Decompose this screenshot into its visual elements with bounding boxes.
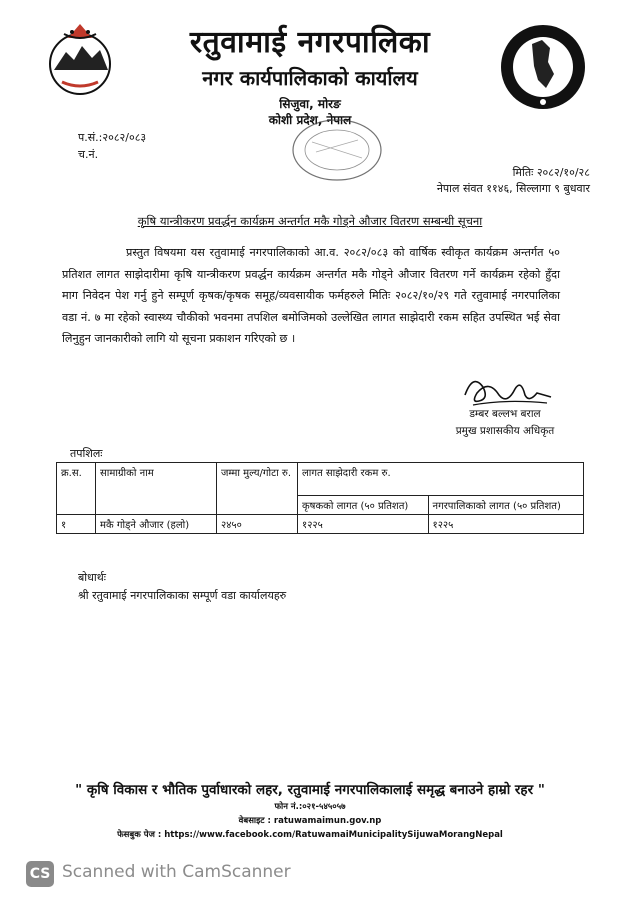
- signatory-title: प्रमुख प्रशासकीय अधिकृत: [455, 425, 555, 437]
- nepal-emblem-logo: [40, 20, 120, 100]
- camscanner-watermark: Scanned with CamScanner: [62, 862, 291, 882]
- row-serial: १: [57, 515, 96, 534]
- header-farmer-share: कृषकको लागत (५० प्रतिशत): [298, 496, 429, 515]
- office-name: नगर कार्यपालिकाको कार्यालय: [202, 66, 418, 90]
- cc-label: बोधार्थः: [78, 571, 106, 584]
- address-line-2: कोशी प्रदेश, नेपाल: [268, 113, 352, 127]
- header-municipality-share: नगरपालिकाको लागत (५० प्रतिशत): [428, 496, 583, 515]
- header-total: जम्मा मुल्य/गोटा रु.: [217, 463, 298, 515]
- cc-recipient: श्री रतुवामाई नगरपालिकाका सम्पूर्ण वडा कार्यालयहरु: [78, 589, 287, 602]
- header-cost-share: लागत साझेदारी रकम रु.: [298, 463, 584, 496]
- table-header-row: [57, 463, 584, 496]
- dispatch-number: च.नं.: [78, 148, 99, 161]
- footer-website: वेबसाइट : ratuwamaimun.gov.np: [238, 816, 382, 826]
- signatory-name: डम्बर बल्लभ बराल: [469, 408, 541, 420]
- details-label: तपशिलः: [70, 447, 103, 460]
- distribution-table: [56, 462, 584, 534]
- footer-slogan: " कृषि विकास र भौतिक पुर्वाधारको लहर, रतुवामाई नगरपालिकालाई समृद्ध बनाउने हाम्रो रहर ": [75, 782, 545, 798]
- camscanner-logo-icon: CS: [26, 861, 54, 887]
- date: मितिः २०८२/१०/२८: [512, 166, 590, 179]
- nepal-samvat-date: नेपाल संवत ११४६, सिल्लागा ९ बुधवार: [436, 182, 590, 195]
- row-total: २४५०: [217, 515, 298, 534]
- table-row: [57, 515, 584, 534]
- notice-body: प्रस्तुत विषयमा यस रतुवामाई नगरपालिकाको आ.व. २०८२/०८३ को वार्षिक स्वीकृत कार्यक्रम अन्तर्गत ५० प्रतिशत लागत साझेदारीमा कृषि यान्त्रीकरण प्रवर्द्धन कार्यक्रम अन्तर्गत मकै गोड्ने औजार वितरण गर्ने कार्यक्रम रहेको हुँदा माग निवेदन पेश गर्नु हुने सम्पूर्ण कृषक/कृषक समूह/व्यवसायीक फर्महरुले मितिः २०८२/१०/२९ गते रतुवामाई नगरपालिका वडा नं. ७ मा रहेको स्वास्थ्य चौकीको भवनमा तपशिल बमोजिमको उल्लेखित लागत साझेदारी रकम सहित उपस्थित भई सेवा लिनुहुन जानकारीको लागि यो सूचना प्रकाशन गरिएको छ ।: [62, 246, 560, 345]
- notice-subject: कृषि यान्त्रीकरण प्रवर्द्धन कार्यक्रम अन्तर्गत मकै गोड्ने औजार वितरण सम्बन्धी सूचना: [137, 214, 483, 228]
- header-serial: क्र.स.: [57, 463, 96, 515]
- municipality-name: रतुवामाई नगरपालिका: [189, 25, 431, 60]
- row-farmer-share: १२२५: [298, 515, 429, 534]
- row-municipality-share: १२२५: [428, 515, 583, 534]
- municipality-logo: [498, 22, 588, 112]
- footer-phone: फोन नं.:०२१-५४५०५७: [274, 802, 346, 812]
- header-item: सामाग्रीको नाम: [96, 463, 217, 515]
- row-item: मकै गोड्ने औजार (हलो): [96, 515, 217, 534]
- office-stamp-icon: [282, 112, 392, 184]
- address-line-1: सिजुवा, मोरङ: [279, 97, 341, 111]
- footer-facebook: फेसबुक पेज : https://www.facebook.com/RatuwamaiMunicipalitySijuwaMorangNepal: [117, 830, 503, 840]
- reference-number: प.सं.:२०८२/०८३: [78, 131, 147, 144]
